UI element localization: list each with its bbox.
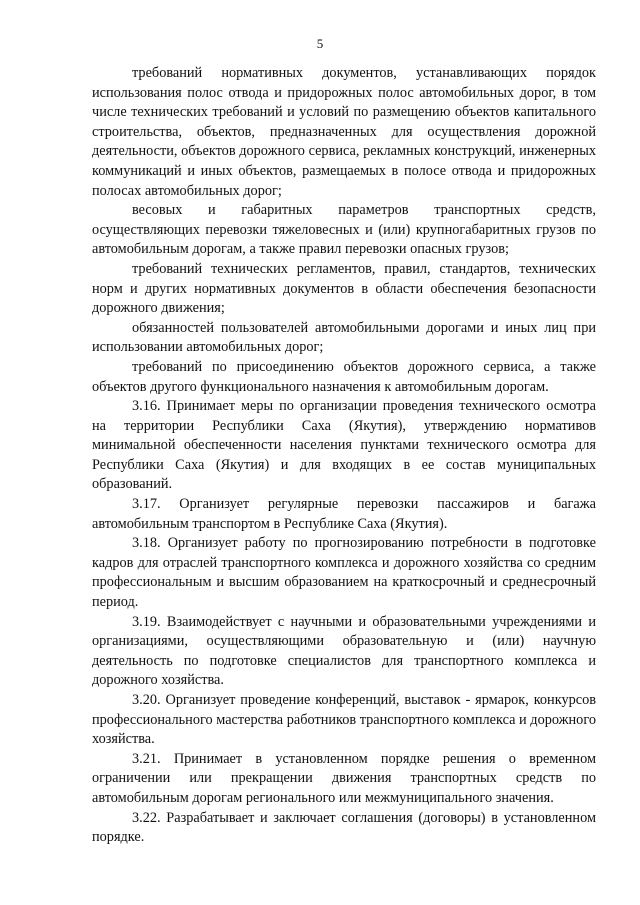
paragraph-service-connection: требований по присоединению объектов дорожного сервиса, а также объектов другого функционального назначения к автомобильным дорогам. <box>92 358 596 395</box>
paragraph-road-user-duties: обязанностей пользователей автомобильными дорогами и иных лиц при использовании автомобильных дорог; <box>92 319 596 356</box>
paragraph-weight-dimensions: весовых и габаритных параметров транспортных средств, осуществляющих перевозки тяжеловесных и (или) крупногабаритных грузов по автомобильным дорогам, а также правил перевозки опасных грузов; <box>92 202 596 258</box>
document-body <box>92 64 596 848</box>
paragraph-3-18: 3.18. Организует работу по прогнозированию потребности в подготовке кадров для отраслей транспортного комплекса и дорожного хозяйства со средним профессиональным и высшим образованием на краткосрочный и среднесрочный период. <box>92 535 596 611</box>
paragraph-3-17: 3.17. Организует регулярные перевозки пассажиров и багажа автомобильным транспортом в Республике Саха (Якутия). <box>92 496 596 532</box>
page-number: 5 <box>316 36 324 51</box>
paragraph-3-19: 3.19. Взаимодействует с научными и образовательными учреждениями и организациями, осуществляющими образовательную и (или) научную деятельность по подготовке специалистов для транспортного комплекса и дорожного хозяйства. <box>92 613 596 689</box>
paragraph-3-20: 3.20. Организует проведение конференций, выставок - ярмарок, конкурсов профессионального мастерства работников транспортного комплекса и дорожного хозяйства. <box>92 692 596 748</box>
paragraph-3-22: 3.22. Разрабатывает и заключает соглашения (договоры) в установленном порядке. <box>92 809 596 846</box>
paragraph-road-strip-requirements: требований нормативных документов, устанавливающих порядок использования полос отвода и придорожных полос автомобильных дорог, в том числе технических требований и условий по размещению объектов капитального строительства, объектов, предназначенных для осуществления дорожной деятельности, объектов дорожного сервиса, рекламных конструкций, инженерных коммуникаций и иных объектов, размещаемых в полосе отвода и придорожных полосах автомобильных дорог; <box>92 65 596 199</box>
paragraph-3-21: 3.21. Принимает в установленном порядке решения о временном ограничении или прекращении движения транспортных средств по автомобильным дорогам регионального или межмуниципального значения. <box>92 750 596 806</box>
paragraph-technical-regulations: требований технических регламентов, правил, стандартов, технических норм и других нормативных документов в области обеспечения безопасности дорожного движения; <box>92 260 596 317</box>
paragraph-3-16: 3.16. Принимает меры по организации проведения технического осмотра на территории Республики Саха (Якутия), утверждению нормативов минимальной обеспеченности населения пунктами технического осмотра для Республики Саха (Якутия) и для входящих в ее состав муниципальных образований. <box>92 398 596 493</box>
